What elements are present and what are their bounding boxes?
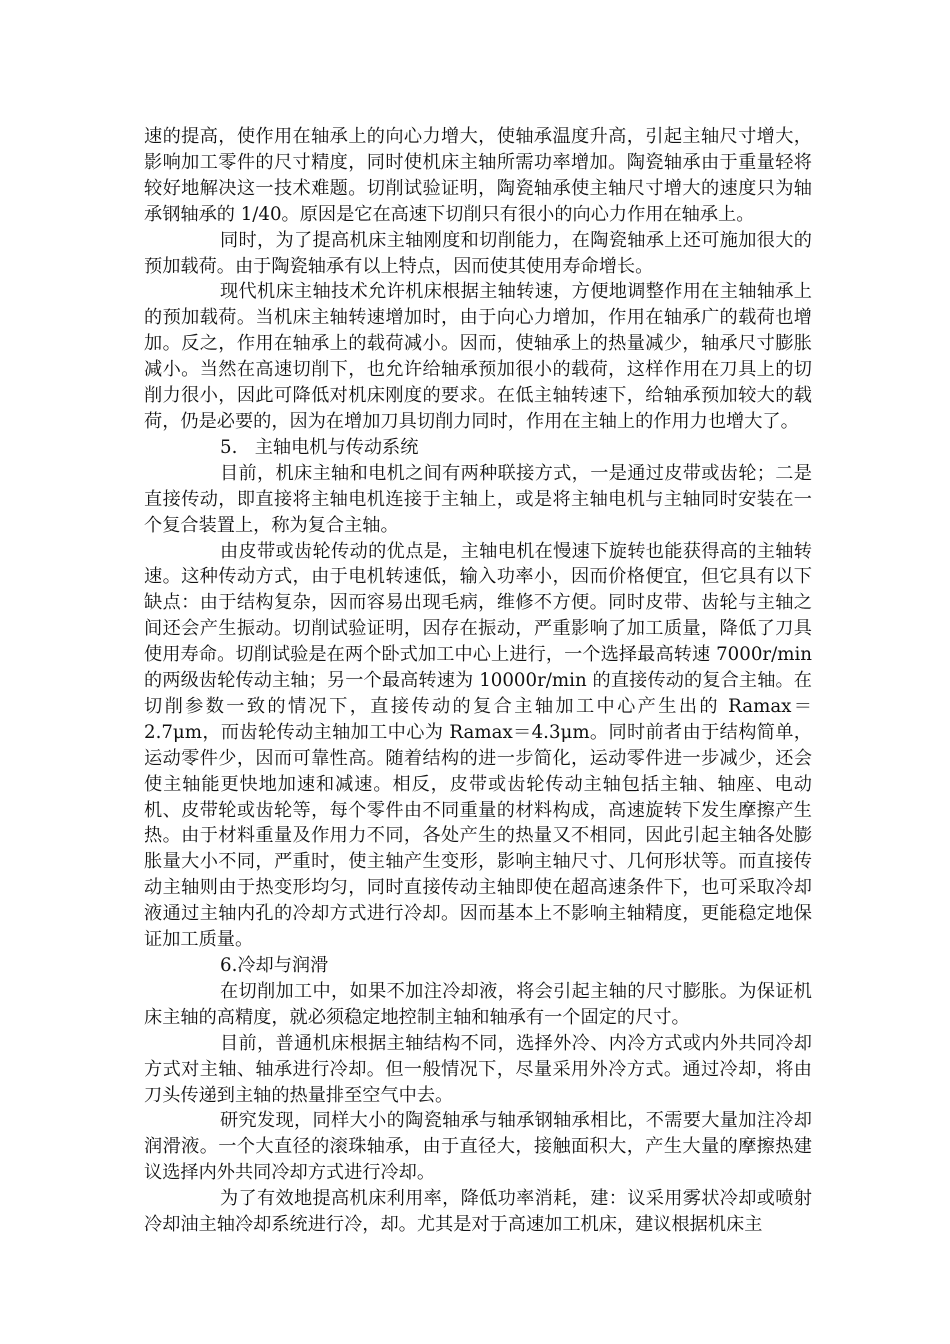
document-body (144, 124, 812, 1238)
paragraph: 在切削加工中，如果不加注冷却液，将会引起主轴的尺寸膨胀。为保证机床主轴的高精度，就必须稳定地控制主轴和轴承有一个固定的尺寸。 (144, 980, 812, 1028)
paragraph: 目前，机床主轴和电机之间有两种联接方式，一是通过皮带或齿轮；二是直接传动，即直接将主轴电机连接于主轴上，或是将主轴电机与主轴同时安装在一个复合装置上，称为复合主轴。 (144, 462, 812, 536)
paragraph: 研究发现，同样大小的陶瓷轴承与轴承钢轴承相比，不需要大量加注冷却润滑液。一个大直径的滚珠轴承，由于直径大，接触面积大，产生大量的摩擦热建议选择内外共同冷却方式进行冷却。 (144, 1110, 812, 1184)
section-heading-6: 6.冷却与润滑 (220, 955, 329, 976)
paragraph: 由皮带或齿轮传动的优点是，主轴电机在慢速下旋转也能获得高的主轴转速。这种传动方式，由于电机转速低，输入功率小，因而价格便宜，但它具有以下缺点：由于结构复杂，因而容易出现毛病，维修不方便。同时皮带、齿轮与主轴之间还会产生振动。切削试验证明，因存在振动，严重影响了加工质量，降低了刀具使用寿命。切削试验是在两个卧式加工中心上进行，一个选择最高转速 7000r/min 的两级齿轮传动主轴；另一个最高转速为 10000r/min 的直接传动的复合主轴。在切削参数一致的情况下，直接传动的复合主轴加工中心产生出的 Ramax＝2.7μm，而齿轮传动主轴加工中心为 Ramax＝4.3μm。同时前者由于结构简单，运动零件少，因而可靠性高。随着结构的进一步简化，运动零件进一步减少，还会使主轴能更快地加速和减速。相反，皮带或齿轮传动主轴包括主轴、轴座、电动机、皮带轮或齿轮等，每个零件由不同重量的材料构成，高速旋转下发生摩擦产生热。由于材料重量及作用力不同，各处产生的热量又不相同，因此引起主轴各处膨胀量大小不同，严重时，使主轴产生变形，影响主轴尺寸、几何形状等。而直接传动主轴则由于热变形均匀，同时直接传动主轴即使在超高速条件下，也可采取冷却液通过主轴内孔的冷却方式进行冷却。因而基本上不影响主轴精度，更能稳定地保证加工质量。 (144, 540, 812, 951)
section-heading-5: 5. 主轴电机与传动系统 (220, 436, 419, 458)
paragraph: 同时，为了提高机床主轴刚度和切削能力，在陶瓷轴承上还可施加很大的预加载荷。由于陶瓷轴承有以上特点，因而使其使用寿命增长。 (144, 229, 812, 277)
paragraph: 目前，普通机床根据主轴结构不同，选择外冷、内冷方式或内外共同冷却方式对主轴、轴承进行冷却。但一般情况下，尽量采用外冷方式。通过冷却，将由刀头传递到主轴的热量排至空气中去。 (144, 1032, 812, 1106)
paragraph: 为了有效地提高机床利用率，降低功率消耗，建：议采用雾状冷却或喷射冷却油主轴冷却系统进行冷，却。尤其是对于高速加工机床，建议根据机床主 (144, 1188, 812, 1236)
paragraph: 现代机床主轴技术允许机床根据主轴转速，方便地调整作用在主轴轴承上的预加载荷。当机床主轴转速增加时，由于向心力增加，作用在轴承广的载荷也增加。反之，作用在轴承上的载荷减小。因而，使轴承上的热量减少，轴承尺寸膨胀减小。当然在高速切削下，也允许给轴承预加很小的载荷，这样作用在刀具上的切削力很小，因此可降低对机床刚度的要求。在低主轴转速下，给轴承预加较大的载荷，仍是必要的，因为在增加刀具切削力同时，作用在主轴上的作用力也增大了。 (144, 281, 812, 432)
paragraph-continuation: 速的提高，使作用在轴承上的向心力增大，使轴承温度升高，引起主轴尺寸增大，影响加工零件的尺寸精度，同时使机床主轴所需功率增加。陶瓷轴承由于重量轻将较好地解决这一技术难题。切削试验证明，陶瓷轴承使主轴尺寸增大的速度只为轴承钢轴承的 1/40。原因是它在高速下切削只有很小的向心力作用在轴承上。 (144, 126, 812, 225)
